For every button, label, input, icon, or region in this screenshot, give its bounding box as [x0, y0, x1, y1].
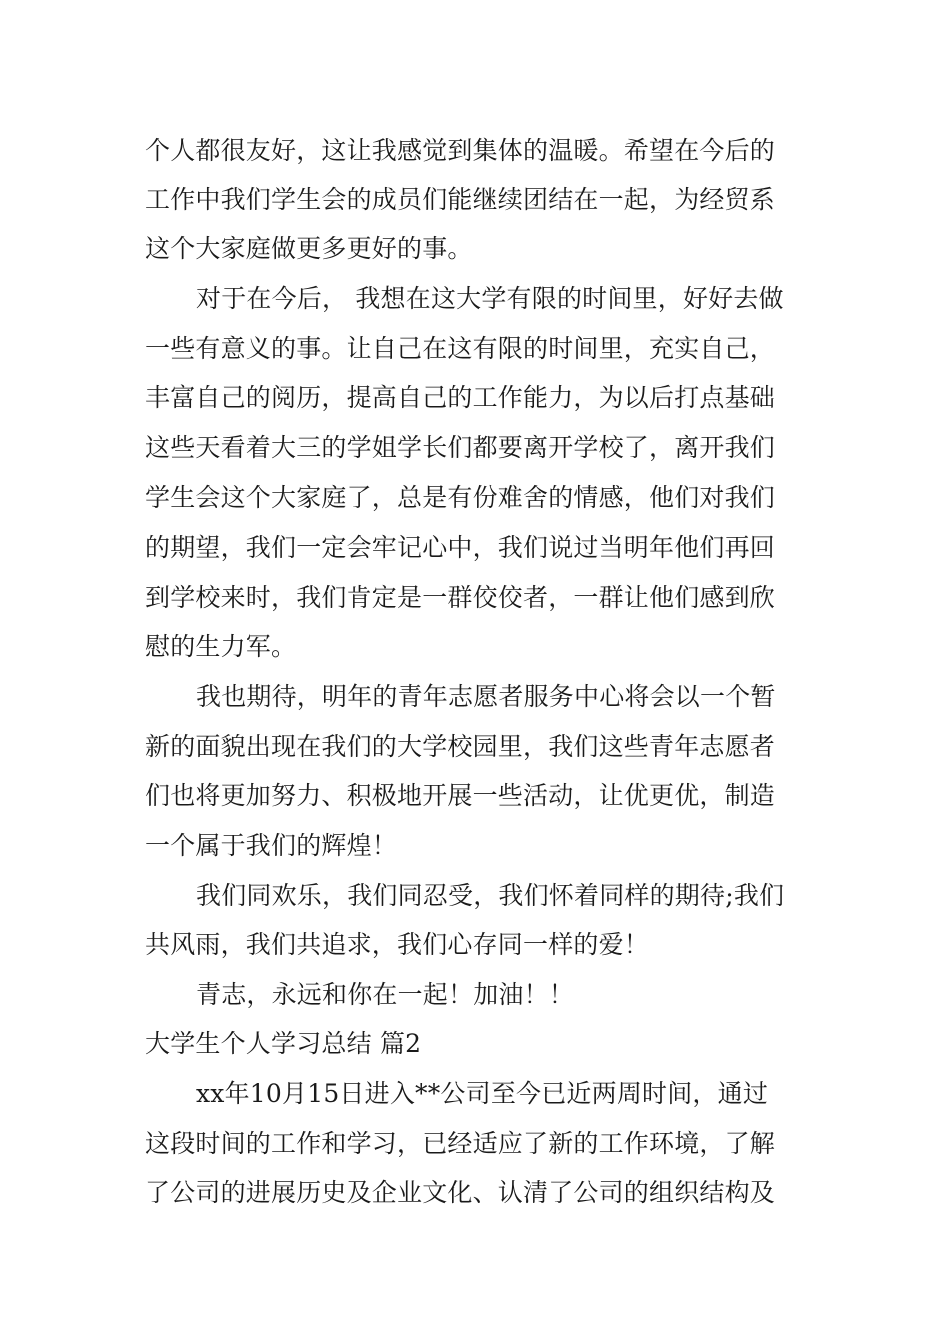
- text-line: 了公司的进展历史及企业文化、认清了公司的组织结构及: [145, 1178, 776, 1207]
- text-line: 这段时间的工作和学习，已经适应了新的工作环境，了解: [145, 1129, 776, 1158]
- text-line: 一些有意义的事。让自己在这有限的时间里，充实自己，: [145, 334, 776, 363]
- text-line: 新的面貌出现在我们的大学校园里，我们这些青年志愿者: [145, 732, 776, 761]
- paragraph-start-line: 我们同欢乐，我们同忍受，我们怀着同样的期待;我们: [196, 881, 785, 910]
- paragraph-start-line: 我也期待，明年的青年志愿者服务中心将会以一个暂: [196, 682, 776, 711]
- text-line: 共风雨，我们共追求，我们心存同一样的爱！: [145, 930, 650, 959]
- paragraph-start-line: 对于在今后， 我想在这大学有限的时间里，好好去做: [196, 284, 784, 313]
- text-line: 个人都很友好，这让我感觉到集体的温暖。希望在今后的: [145, 136, 776, 165]
- text-line: 们也将更加努力、积极地开展一些活动，让优更优，制造: [145, 781, 776, 810]
- text-line: 一个属于我们的辉煌！: [145, 831, 398, 860]
- text-line: 丰富自己的阅历，提高自己的工作能力，为以后打点基础: [145, 383, 776, 412]
- text-line: 到学校来时，我们肯定是一群佼佼者，一群让他们感到欣: [145, 583, 776, 612]
- text-line: 慰的生力军。: [145, 632, 297, 661]
- text-line: 这个大家庭做更多更好的事。: [145, 234, 473, 263]
- text-line: 的期望，我们一定会牢记心中，我们说过当明年他们再回: [145, 533, 776, 562]
- text-line: 工作中我们学生会的成员们能继续团结在一起，为经贸系: [145, 185, 776, 214]
- paragraph-start-line: 青志，永远和你在一起！加油！！: [196, 980, 575, 1009]
- text-line: 学生会这个大家庭了，总是有份难舍的情感，他们对我们: [145, 483, 776, 512]
- paragraph-start-line: xx年10月15日进入**公司至今已近两周时间，通过: [196, 1079, 769, 1108]
- text-line: 这些天看着大三的学姐学长们都要离开学校了，离开我们: [145, 433, 776, 462]
- section-heading: 大学生个人学习总结 篇2: [145, 1029, 422, 1058]
